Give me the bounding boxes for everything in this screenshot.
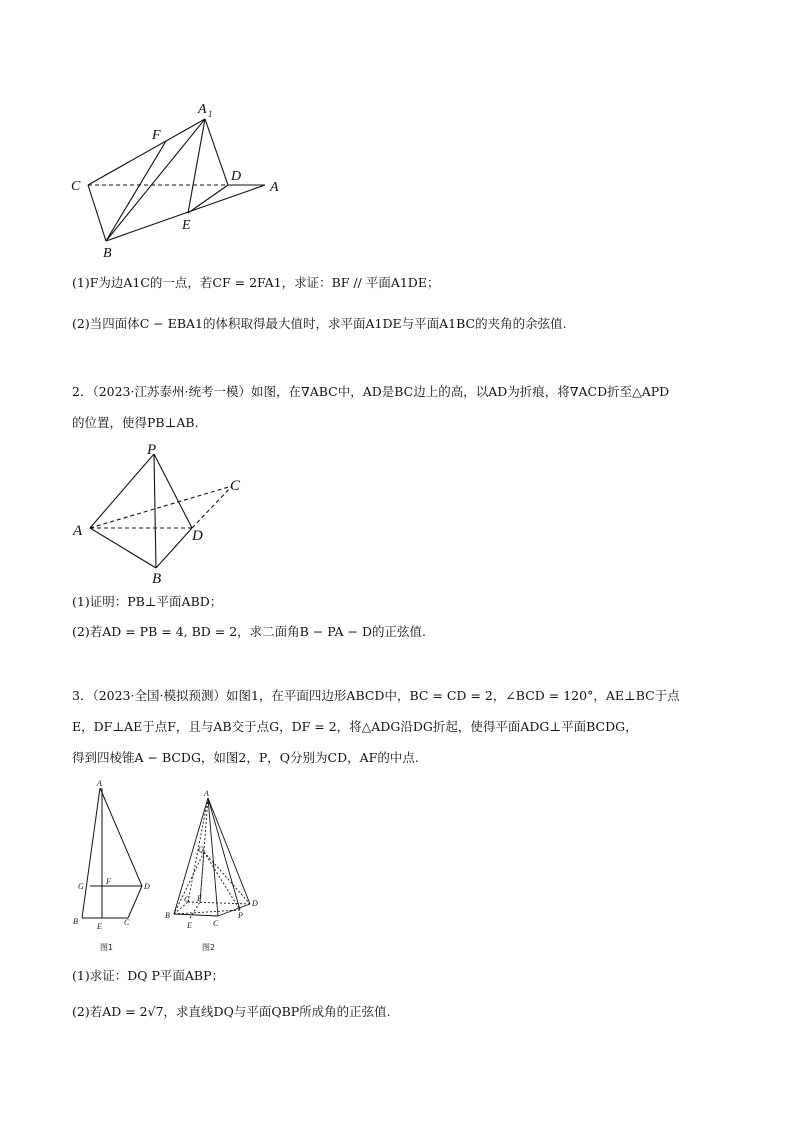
label-d: D [144, 882, 150, 891]
label-e: E [97, 922, 102, 931]
label-g: G [78, 882, 84, 891]
label-d: D [252, 899, 258, 908]
q1-part2: (2)当四面体C − EBA1的体积取得最大值时，求平面A1DE与平面A1BC的夹角的余弦值. [72, 316, 567, 331]
label-b: B [152, 571, 162, 587]
label-a: A [97, 779, 102, 788]
q3-part1: (1)求证：DQ P平面ABP； [72, 968, 224, 983]
label-c: C [213, 919, 219, 928]
label-c: C [230, 478, 241, 494]
label-b: B [165, 911, 170, 920]
q3-part2: (2)若AD = 2√7，求直线DQ与平面QBP所成角的正弦值. [72, 1004, 391, 1019]
label-p: P [238, 911, 243, 920]
label-f: F [106, 877, 111, 886]
figure-2-pyramid [70, 440, 260, 590]
label-a: A [73, 523, 83, 539]
q2-stem-line2: 的位置，使得PB⊥AB. [72, 415, 199, 430]
label-b: B [73, 917, 78, 926]
label-p: P [147, 442, 157, 458]
label-f: F [197, 894, 202, 903]
q3-stem-line3: 得到四棱锥A − BCDG，如图2，P，Q分别为CD，AF的中点. [72, 750, 419, 765]
q2-stem-line1: 2．（2023·江苏泰州·统考一模）如图，在∇ABC中，AD是BC边上的高，以AD为折痕，将∇ACD折至△APD [72, 384, 670, 399]
label-a: A [204, 789, 209, 798]
figure-3-2-pyramid [160, 786, 270, 958]
figure-3-1-quadrilateral [66, 778, 166, 958]
label-g: G [184, 895, 190, 904]
fig2-caption: 图2 [202, 943, 216, 952]
svg-text:1: 1 [208, 109, 213, 119]
label-d: D [192, 528, 203, 544]
figure-1-fold [60, 95, 300, 265]
q1-part1: (1)F为边A1C的一点，若CF = 2FA1，求证：BF // 平面A1DE； [72, 275, 440, 290]
label-a1: A [198, 102, 207, 117]
fig1-caption: 图1 [100, 943, 114, 952]
label-q: Q [198, 845, 204, 854]
label-e: E [187, 921, 192, 930]
label-a: A [270, 180, 279, 195]
q2-part2: (2)若AD = PB = 4, BD = 2，求二面角B − PA − D的正弦值. [72, 624, 426, 639]
label-f: F [152, 128, 161, 143]
label-e: E [182, 218, 191, 233]
q3-stem-line1: 3．（2023·全国·模拟预测）如图1，在平面四边形ABCD中，BC = CD = 2，∠BCD = 120°，AE⊥BC于点 [72, 688, 680, 703]
label-c: C [124, 918, 130, 927]
label-c: C [71, 179, 81, 194]
label-d: D [231, 169, 242, 184]
q3-stem-line2: E，DF⊥AE于点F，且与AB交于点G，DF = 2，将△ADG沿DG折起，使得平面ADG⊥平面BCDG， [72, 719, 638, 734]
q2-part1: (1)证明：PB⊥平面ABD； [72, 594, 223, 609]
label-b: B [103, 246, 112, 261]
